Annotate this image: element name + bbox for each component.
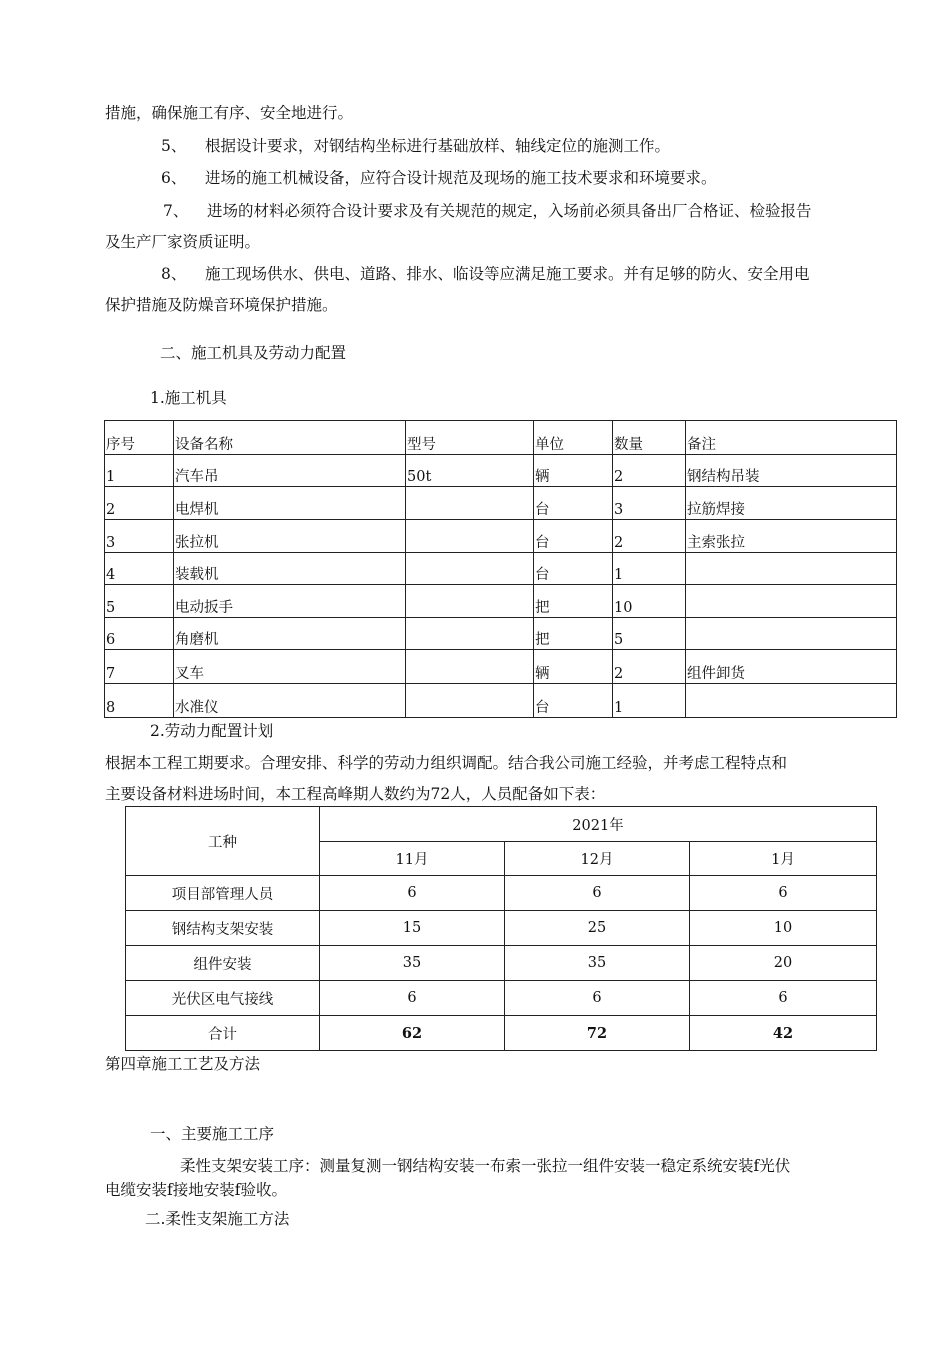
paragraph-line: 主要设备材料进场时间，本工程高峰期人数约为72人，人员配备如下表： <box>105 785 606 803</box>
header-cell: 型号 <box>406 421 534 455</box>
table-cell: 台 <box>534 487 613 520</box>
table-header-row <box>126 807 877 842</box>
list-item-8 <box>161 264 810 284</box>
table-cell: 汽车吊 <box>174 455 406 487</box>
table-cell: 拉筋焊接 <box>686 487 897 520</box>
table-row <box>105 455 897 487</box>
trade-cell: 光伏区电气接线 <box>126 981 320 1016</box>
table-row <box>105 520 897 553</box>
table-cell: 3 <box>613 487 686 520</box>
table-cell: 15 <box>320 911 505 946</box>
total-cell: 72 <box>505 1016 690 1051</box>
table-cell <box>686 618 897 650</box>
intro-line: 措施，确保施工有序、安全地进行。 <box>105 104 354 122</box>
table-cell: 2 <box>613 520 686 553</box>
table-cell: 6 <box>505 876 690 911</box>
total-row <box>126 1016 877 1051</box>
table-cell: 5 <box>105 585 174 618</box>
table-cell: 装载机 <box>174 553 406 585</box>
table-cell <box>686 585 897 618</box>
list-item-number: 5、 <box>161 137 187 155</box>
total-label: 合计 <box>126 1016 320 1051</box>
table-row <box>126 946 877 981</box>
year-header: 2021年 <box>320 807 877 842</box>
table-cell: 电焊机 <box>174 487 406 520</box>
list-item-5 <box>161 136 670 156</box>
table-cell <box>406 487 534 520</box>
list-item-8-cont: 保护措施及防燥音环境保护措施。 <box>105 296 338 314</box>
table-cell <box>406 520 534 553</box>
table-cell: 5 <box>613 618 686 650</box>
section-heading: 二、施工机具及劳动力配置 <box>160 344 347 362</box>
list-item-number: 7、 <box>163 202 189 220</box>
equipment-table <box>104 420 897 718</box>
table-cell: 台 <box>534 520 613 553</box>
table-cell: 35 <box>505 946 690 981</box>
section-heading: 二.柔性支架施工方法 <box>145 1210 290 1228</box>
table-cell: 10 <box>613 585 686 618</box>
trade-cell: 组件安装 <box>126 946 320 981</box>
paragraph-line: 电缆安装f接地安装f验收。 <box>105 1181 287 1199</box>
table-cell: 2 <box>105 487 174 520</box>
header-cell: 备注 <box>686 421 897 455</box>
table-cell: 6 <box>690 876 877 911</box>
paragraph-line: 柔性支架安装工序：测量复测一钢结构安装一布索一张拉一组件安装一稳定系统安装f光伏 <box>180 1157 791 1175</box>
table-header-row <box>105 421 897 455</box>
table-cell: 水准仪 <box>174 684 406 718</box>
table-cell: 20 <box>690 946 877 981</box>
table-cell: 主索张拉 <box>686 520 897 553</box>
table-cell: 6 <box>320 876 505 911</box>
table-cell: 辆 <box>534 650 613 684</box>
table-cell: 3 <box>105 520 174 553</box>
table-cell <box>406 684 534 718</box>
list-item-number: 8、 <box>161 265 187 283</box>
table-cell <box>686 684 897 718</box>
table-row <box>105 553 897 585</box>
chapter-heading: 第四章施工工艺及方法 <box>105 1055 261 1073</box>
list-item-text: 根据设计要求，对钢结构坐标进行基础放样、轴线定位的施测工作。 <box>205 137 671 155</box>
table-cell: 台 <box>534 684 613 718</box>
table-cell: 25 <box>505 911 690 946</box>
list-item-6 <box>161 168 717 188</box>
table-cell: 6 <box>320 981 505 1016</box>
table-cell <box>686 553 897 585</box>
table-cell: 把 <box>534 618 613 650</box>
header-cell: 序号 <box>105 421 174 455</box>
list-item-text: 进场的材料必须符合设计要求及有关规范的规定，入场前必须具备出厂合格证、检验报告 <box>207 202 812 220</box>
labor-table <box>125 806 877 1051</box>
table-cell <box>406 585 534 618</box>
total-cell: 42 <box>690 1016 877 1051</box>
table-cell: 7 <box>105 650 174 684</box>
table-cell: 叉车 <box>174 650 406 684</box>
table-cell <box>406 618 534 650</box>
table-cell: 张拉机 <box>174 520 406 553</box>
table-row <box>126 911 877 946</box>
paragraph-line: 根据本工程工期要求。合理安排、科学的劳动力组织调配。结合我公司施工经验，并考虑工程特点和 <box>105 754 788 772</box>
list-item-number: 6、 <box>161 169 187 187</box>
subsection-heading: 2.劳动力配置计划 <box>150 722 274 740</box>
table-cell <box>406 553 534 585</box>
list-item-text: 进场的施工机械设备，应符合设计规范及现场的施工技术要求和环境要求。 <box>205 169 717 187</box>
table-cell: 1 <box>105 455 174 487</box>
table-cell <box>406 650 534 684</box>
header-cell: 设备名称 <box>174 421 406 455</box>
table-cell: 组件卸货 <box>686 650 897 684</box>
list-item-7 <box>163 201 812 221</box>
table-row <box>105 650 897 684</box>
table-cell: 1 <box>613 684 686 718</box>
table-row <box>105 487 897 520</box>
table-cell: 1 <box>613 553 686 585</box>
month-header: 1月 <box>690 842 877 876</box>
list-item-text: 施工现场供水、供电、道路、排水、临设等应满足施工要求。并有足够的防火、安全用电 <box>205 265 810 283</box>
table-cell: 6 <box>105 618 174 650</box>
table-cell: 6 <box>690 981 877 1016</box>
trade-header: 工种 <box>126 807 320 876</box>
table-cell: 35 <box>320 946 505 981</box>
month-header: 12月 <box>505 842 690 876</box>
header-cell: 数量 <box>613 421 686 455</box>
table-cell: 角磨机 <box>174 618 406 650</box>
subsection-heading: 1.施工机具 <box>150 389 227 407</box>
trade-cell: 项目部管理人员 <box>126 876 320 911</box>
trade-cell: 钢结构支架安装 <box>126 911 320 946</box>
table-row <box>105 585 897 618</box>
table-cell: 10 <box>690 911 877 946</box>
table-row <box>126 981 877 1016</box>
table-row <box>126 876 877 911</box>
table-cell: 6 <box>505 981 690 1016</box>
table-cell: 把 <box>534 585 613 618</box>
table-cell: 钢结构吊装 <box>686 455 897 487</box>
header-cell: 单位 <box>534 421 613 455</box>
table-row <box>105 684 897 718</box>
table-row <box>105 618 897 650</box>
table-cell: 2 <box>613 455 686 487</box>
table-cell: 4 <box>105 553 174 585</box>
table-cell: 2 <box>613 650 686 684</box>
month-header: 11月 <box>320 842 505 876</box>
total-cell: 62 <box>320 1016 505 1051</box>
table-cell: 8 <box>105 684 174 718</box>
table-cell: 50t <box>406 455 534 487</box>
table-cell: 台 <box>534 553 613 585</box>
section-heading: 一、主要施工工序 <box>150 1125 275 1143</box>
table-cell: 电动扳手 <box>174 585 406 618</box>
table-cell: 辆 <box>534 455 613 487</box>
list-item-7-cont: 及生产厂家资质证明。 <box>105 233 261 251</box>
